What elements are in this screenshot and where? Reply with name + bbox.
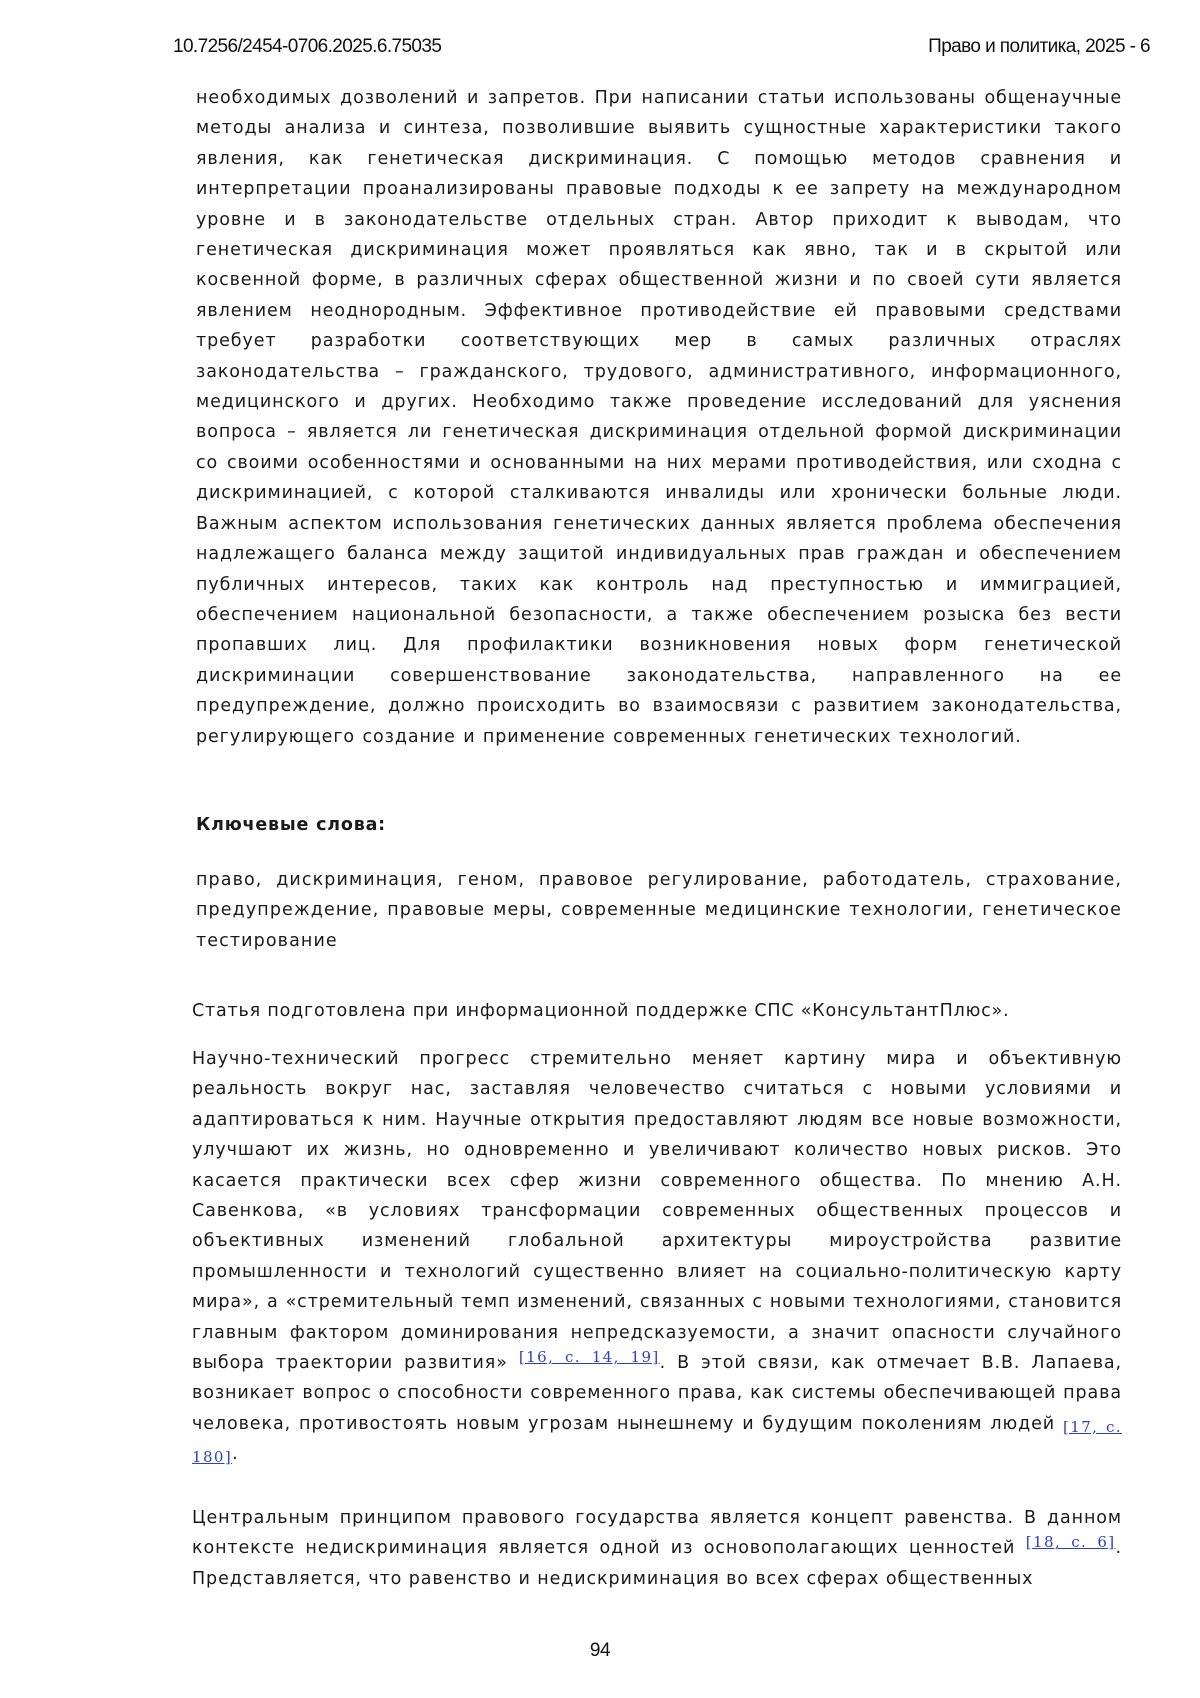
page-number: 94 (0, 1640, 1200, 1662)
support-note: Статья подготовлена при информационной поддержке СПС «КонсультантПлюс». (192, 996, 1122, 1026)
doi: 10.7256/2454-0706.2025.6.75035 (173, 36, 441, 58)
paragraph-1-part-2: . В этой связи, как отмечает В.В. Лапаева, возникает вопрос о способности современного права, как системы обеспечивающей права человека, противостоять новым угрозам нынешнему и будущим поколениям людей (192, 1353, 1122, 1434)
reference-link-18[interactable]: [18, с. 6] (1026, 1533, 1116, 1551)
paragraph-1-part-3: . (232, 1444, 238, 1464)
reference-link-17[interactable]: [17, с. 180] (192, 1418, 1122, 1466)
paragraph-2-part-1: Центральным принципом правового государства является концепт равенства. В данном контексте недискриминация является одной из основополагающих ценностей (192, 1508, 1122, 1558)
paragraph-1 (192, 1044, 1122, 1470)
paragraph-1-part-1: Научно-технический прогресс стремительно меняет картину мира и объективную реальность вокруг нас, заставляя человечество считаться с новыми условиями и адаптироваться к ним. Научные открытия предоставляют людям все новые возможности, улучшают их жизнь, но одновременно и увеличивают количество новых рисков. Это касается практически всех сфер жизни современного общества. По мнению А.Н. Савенкова, «в условиях трансформации современных общественных процессов и объективных изменений глобальной архитектуры мироустройства развитие промышленности и технологий существенно влияет на социально-политическую карту мира», а «стремительный темп изменений, связанных с новыми технологиями, становится главным фактором доминирования непредсказуемости, а значит опасности случайного выбора траектории развития» (192, 1049, 1122, 1373)
paragraph-2-part-2: . Представляется, что равенство и недискриминация во всех сферах общественных (192, 1538, 1122, 1588)
journal-title: Право и политика, 2025 - 6 (928, 36, 1150, 58)
keywords-heading: Ключевые слова: (196, 815, 386, 835)
page-header (173, 36, 1150, 62)
paragraph-2 (192, 1503, 1122, 1594)
reference-link-16[interactable]: [16, с. 14, 19] (519, 1348, 660, 1366)
abstract-text: необходимых дозволений и запретов. При написании статьи использованы общенаучные методы анализа и синтеза, позволившие выявить сущностные характеристики такого явления, как генетическая дискриминация. С помощью методов сравнения и интерпретации проанализированы правовые подходы к ее запрету на международном уровне и в законодательстве отдельных стран. Автор приходит к выводам, что генетическая дискриминация может проявляться как явно, так и в скрытой или косвенной форме, в различных сферах общественной жизни и по своей сути является явлением неоднородным. Эффективное противодействие ей правовыми средствами требует разработки соответствующих мер в самых различных отраслях законодательства – гражданского, трудового, административного, информационного, медицинского и других. Необходимо также проведение исследований для уяснения вопроса – является ли генетическая дискриминация отдельной формой дискриминации со своими особенностями и основанными на них мерами противодействия, или сходна с дискриминацией, с которой сталкиваются инвалиды или хронически больные люди. Важным аспектом использования генетических данных является проблема обеспечения надлежащего баланса между защитой индивидуальных прав граждан и обеспечением публичных интересов, таких как контроль над преступностью и иммиграцией, обеспечением национальной безопасности, а также обеспечением розыска без вести пропавших лиц. Для профилактики возникновения новых форм генетической дискриминации совершенствование законодательства, направленного на ее предупреждение, должно происходить во взаимосвязи с развитием законодательства, регулирующего создание и применение современных генетических технологий. (196, 83, 1122, 752)
keywords-text: право, дискриминация, геном, правовое регулирование, работодатель, страхование, предупреждение, правовые меры, современные медицинские технологии, генетическое тестирование (196, 865, 1122, 956)
